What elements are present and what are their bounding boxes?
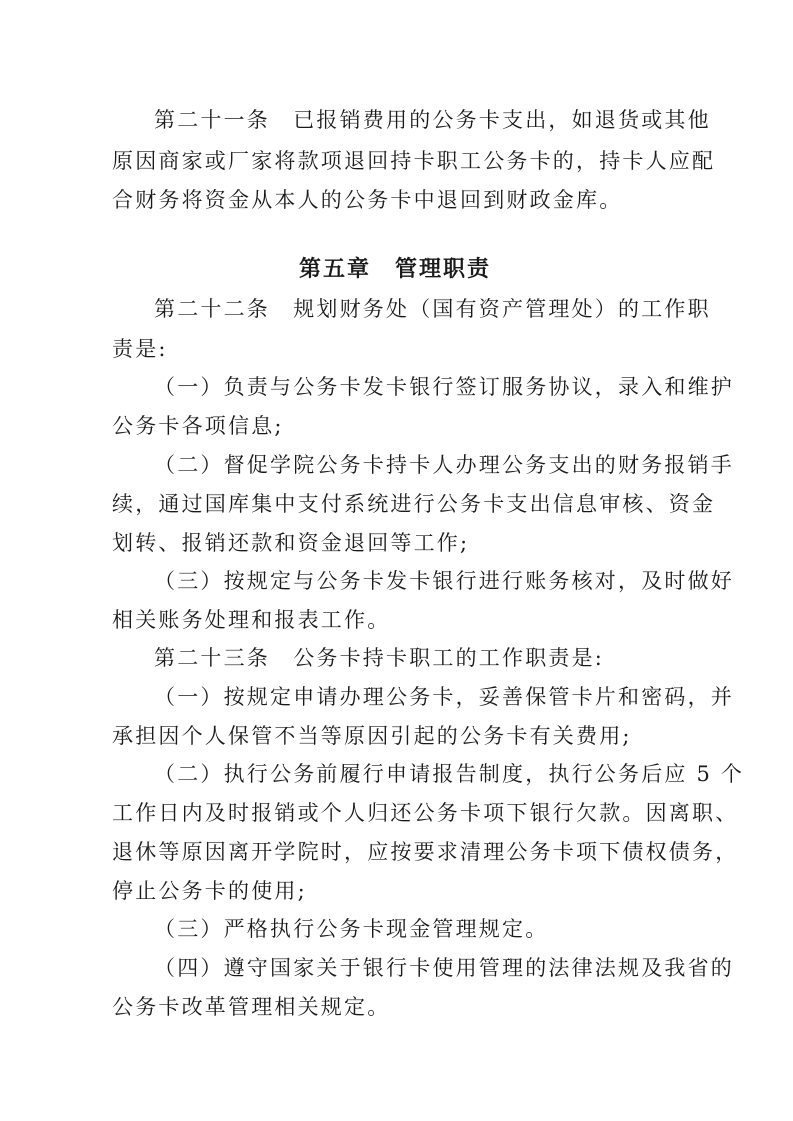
list-item-line: 退休等原因离开学院时，应按要求清理公务卡项下债权债务， [112, 840, 739, 864]
list-item-line: 承担因个人保管不当等原因引起的公务卡有关费用; [112, 724, 632, 748]
list-item-line: 停止公务卡的使用; [112, 879, 307, 903]
paragraph-line: 责是: [112, 337, 168, 361]
paragraph-line: 合财务将资金从本人的公务卡中退回到财政金库。 [112, 188, 623, 212]
list-item-line: 划转、报销还款和资金退回等工作; [112, 531, 470, 555]
paragraph-line: 第二十一条 已报销费用的公务卡支出，如退货或其他 [154, 108, 711, 132]
paragraph-line: 原因商家或厂家将款项退回持卡职工公务卡的，持卡人应配 [112, 149, 716, 173]
list-item-line: （一）按规定申请办理公务卡，妥善保管卡片和密码，并 [154, 685, 734, 709]
list-item-line: 续，通过国库集中支付系统进行公务卡支出信息审核、资金 [112, 492, 716, 516]
paragraph-line: 第二十三条 公务卡持卡职工的工作职责是: [154, 646, 605, 670]
list-item-line: 工作日内及时报销或个人归还公务卡项下银行欠款。因离职、 [112, 801, 739, 825]
chapter-title: 第五章 管理职责 [298, 256, 491, 282]
list-item-line: （二）督促学院公务卡持卡人办理公务支出的财务报销手 [154, 453, 734, 477]
list-item-line: （四）遵守国家关于银行卡使用管理的法律法规及我省的 [154, 956, 734, 980]
list-item-line: 公务卡各项信息; [112, 414, 284, 438]
list-item-line: （二）执行公务前履行申请报告制度，执行公务后应 5 个 [154, 762, 745, 786]
list-item-line: （一）负责与公务卡发卡银行签订服务协议，录入和维护 [154, 375, 734, 399]
list-item-line: 公务卡改革管理相关规定。 [112, 995, 391, 1019]
list-item-line: （三）严格执行公务卡现金管理规定。 [154, 917, 549, 941]
list-item-line: （三）按规定与公务卡发卡银行进行账务核对，及时做好 [154, 569, 734, 593]
list-item-line: 相关账务处理和报表工作。 [112, 608, 391, 632]
paragraph-line: 第二十二条 规划财务处（国有资产管理处）的工作职 [154, 297, 711, 321]
